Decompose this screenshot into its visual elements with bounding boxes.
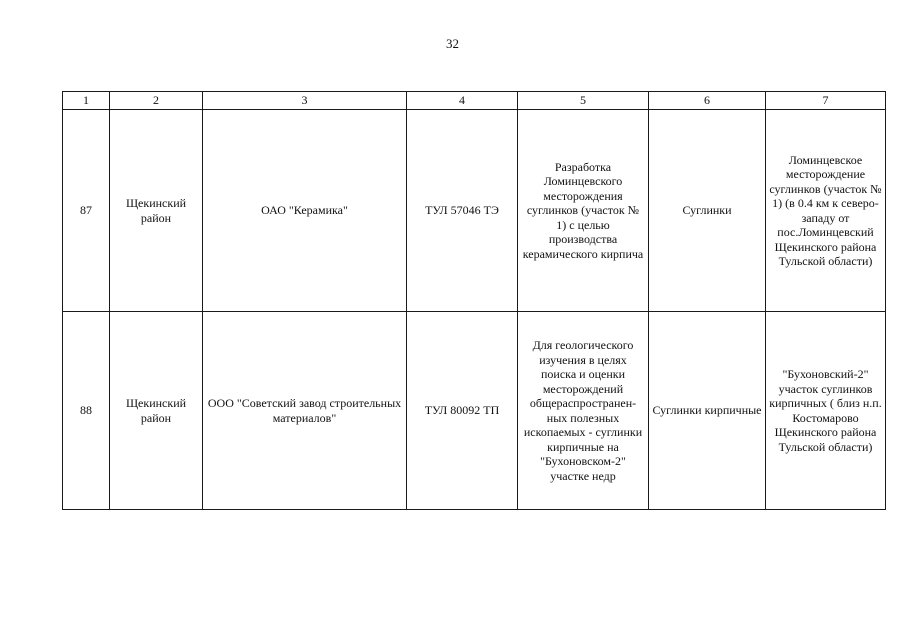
column-header-7: 7	[766, 92, 886, 110]
purpose-text: Разработка Ломинцевского месторождения суглинков (участок № 1) с целью производства керамического кирпича	[522, 159, 644, 261]
column-header-2: 2	[110, 92, 203, 110]
company-text: ОАО "Керамика"	[261, 203, 348, 218]
company-cell	[203, 110, 407, 312]
row-number-text: 87	[80, 203, 92, 218]
license-cell	[407, 312, 518, 510]
license-table	[62, 91, 886, 510]
table-row	[63, 312, 886, 510]
company-cell	[203, 312, 407, 510]
location-text: "Бухоновский-2" участок суглинков кирпичных ( близ н.п. Костомарово Щекинского района Тульской области)	[769, 367, 882, 454]
column-header-5: 5	[518, 92, 649, 110]
purpose-text: Для геологического изучения в целях поиска и оценки месторождений общераспространен-ных полезных ископаемых - суглинки кирпичные на "Бухоновском-2" участке недр	[523, 338, 643, 483]
mineral-text: Суглинки	[682, 203, 732, 218]
header-row	[63, 92, 886, 110]
column-header-1: 1	[63, 92, 110, 110]
location-cell	[766, 312, 886, 510]
row-number	[63, 312, 110, 510]
column-header-4: 4	[407, 92, 518, 110]
page-number: 32	[446, 36, 459, 51]
purpose-cell	[518, 110, 649, 312]
license-text: ТУЛ 80092 ТП	[424, 403, 500, 418]
table-row	[63, 110, 886, 312]
column-header-6: 6	[649, 92, 766, 110]
district-text: Щекинский район	[125, 196, 187, 225]
row-number-text: 88	[80, 403, 92, 418]
license-text: ТУЛ 57046 ТЭ	[425, 203, 499, 218]
district-cell	[110, 312, 203, 510]
company-text: ООО "Советский завод строительных материалов"	[207, 396, 402, 425]
location-text: Ломинцевское месторождение суглинков (участок № 1) (в 0.4 км к северо-западу от пос.Ломинцевский Щекинского района Тульской области)	[769, 152, 882, 268]
column-header-3: 3	[203, 92, 407, 110]
purpose-cell	[518, 312, 649, 510]
row-number	[63, 110, 110, 312]
license-cell	[407, 110, 518, 312]
district-cell	[110, 110, 203, 312]
district-text: Щекинский район	[125, 396, 187, 425]
mineral-cell	[649, 110, 766, 312]
mineral-cell	[649, 312, 766, 510]
location-cell	[766, 110, 886, 312]
mineral-text: Суглинки кирпичные	[652, 403, 762, 418]
